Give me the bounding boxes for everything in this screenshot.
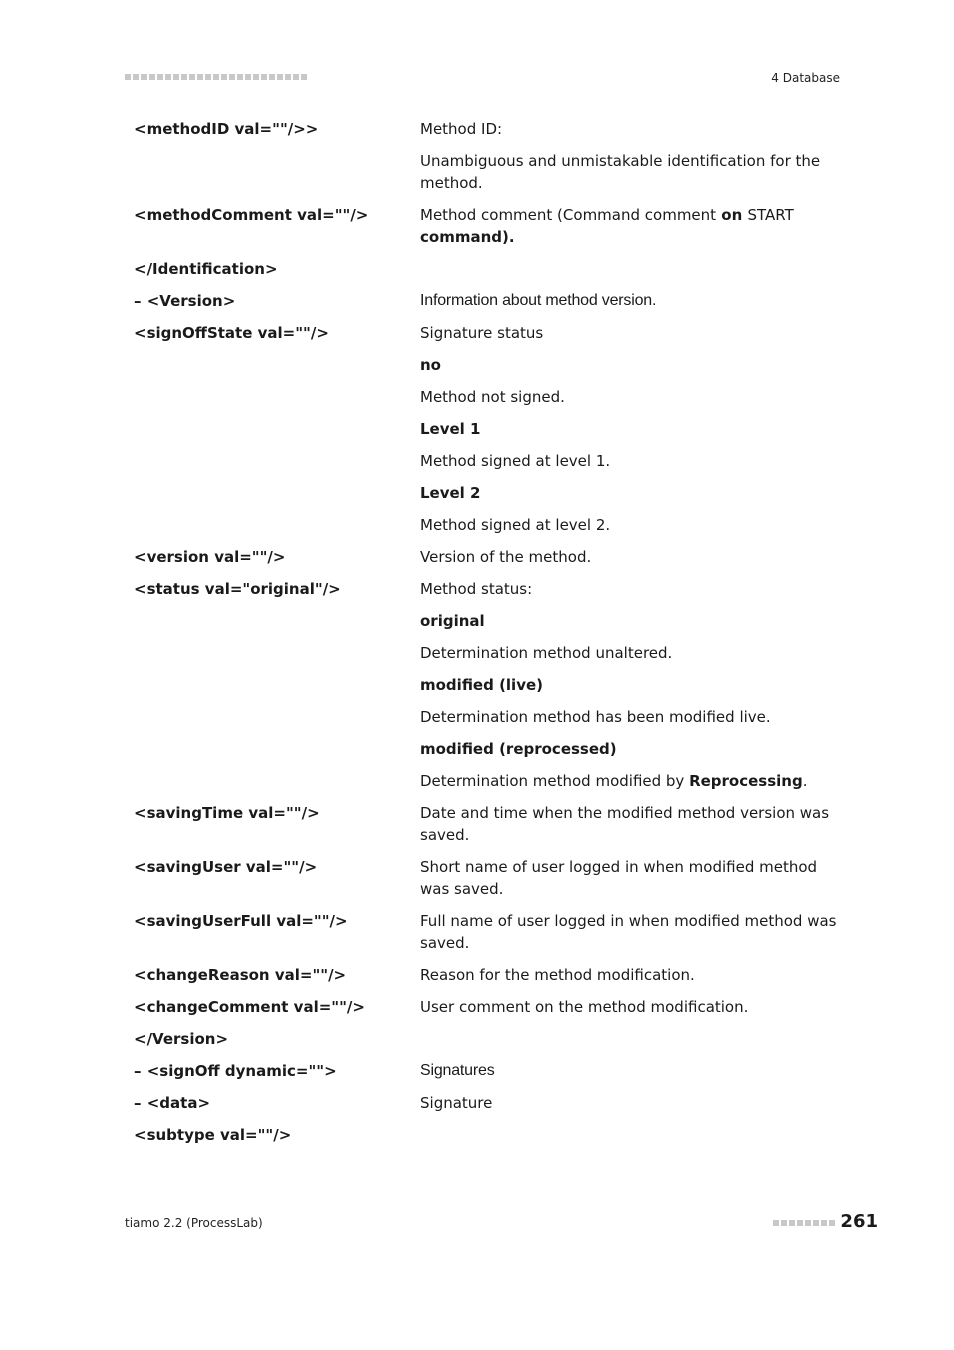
description-paragraph	[420, 964, 840, 986]
emphasized-text: Level 2	[420, 484, 481, 502]
definition-term: <savingUser val=""/>	[134, 858, 318, 876]
text-segment: Method ID:	[420, 120, 503, 138]
definition-row	[134, 964, 844, 986]
definition-row	[134, 546, 844, 568]
description-paragraph	[420, 610, 840, 632]
definition-description	[420, 1060, 840, 1082]
description-paragraph	[420, 418, 840, 440]
text-segment: Method not signed.	[420, 388, 565, 406]
definition-row	[134, 578, 844, 792]
text-segment: Determination method modified by	[420, 772, 690, 790]
decoration-dot	[229, 74, 235, 80]
definition-term: <version val=""/>	[134, 548, 286, 566]
definition-description	[420, 802, 840, 846]
decoration-dot	[789, 1220, 795, 1226]
description-paragraph	[420, 802, 840, 846]
text-segment: Date and time when the modified method version was saved.	[420, 804, 830, 844]
definition-row	[134, 118, 844, 194]
description-paragraph	[420, 482, 840, 504]
description-paragraph	[420, 578, 840, 600]
definition-row	[134, 322, 844, 536]
decoration-dot	[133, 74, 139, 80]
text-segment: Signature	[420, 1094, 493, 1112]
emphasized-text: no	[420, 356, 441, 374]
description-paragraph	[420, 996, 840, 1018]
definition-term: <changeReason val=""/>	[134, 966, 347, 984]
text-segment: Signature status	[420, 324, 544, 342]
definition-term: </Version>	[134, 1030, 229, 1048]
decoration-dot	[189, 74, 195, 80]
decoration-dot	[805, 1220, 811, 1226]
text-segment: Unambiguous and unmistakable identification for the method.	[420, 152, 821, 192]
text-segment: Short name of user logged in when modified method was saved.	[420, 858, 818, 898]
decoration-dot	[277, 74, 283, 80]
description-paragraph	[420, 118, 840, 140]
definition-row	[134, 258, 844, 280]
page-number: 261	[840, 1211, 878, 1232]
footer-decoration-dots	[773, 1220, 835, 1226]
description-paragraph	[420, 450, 840, 472]
definition-term: <subtype val=""/>	[134, 1126, 292, 1144]
decoration-dot	[165, 74, 171, 80]
definition-row	[134, 1124, 844, 1146]
decoration-dot	[773, 1220, 779, 1226]
definition-row	[134, 856, 844, 900]
description-paragraph	[420, 354, 840, 376]
decoration-dot	[157, 74, 163, 80]
decoration-dot	[221, 74, 227, 80]
text-segment: Method signed at level 2.	[420, 516, 611, 534]
subsection-heading: Information about method version.	[420, 292, 657, 309]
decoration-dot	[205, 74, 211, 80]
emphasized-text: command).	[420, 228, 515, 246]
definition-term: – <Version>	[134, 292, 236, 310]
description-paragraph	[420, 150, 840, 194]
description-paragraph	[420, 386, 840, 408]
definition-row	[134, 910, 844, 954]
decoration-dot	[781, 1220, 787, 1226]
definition-description	[420, 1092, 840, 1114]
decoration-dot	[301, 74, 307, 80]
description-paragraph	[420, 674, 840, 696]
definition-term: <savingUserFull val=""/>	[134, 912, 348, 930]
definition-description	[420, 204, 840, 248]
text-segment: START	[747, 206, 794, 224]
definition-term: <status val="original"/>	[134, 580, 341, 598]
decoration-dot	[797, 1220, 803, 1226]
definition-row	[134, 1060, 844, 1082]
definition-description	[420, 322, 840, 536]
definition-term: </Identification>	[134, 260, 278, 278]
description-paragraph	[420, 204, 840, 248]
definition-row	[134, 204, 844, 248]
decoration-dot	[197, 74, 203, 80]
decoration-dot	[125, 74, 131, 80]
definition-row	[134, 1028, 844, 1050]
decoration-dot	[261, 74, 267, 80]
decoration-dot	[149, 74, 155, 80]
definition-list	[134, 118, 844, 1156]
definition-description	[420, 290, 840, 312]
text-segment: User comment on the method modification.	[420, 998, 749, 1016]
decoration-dot	[285, 74, 291, 80]
description-paragraph	[420, 856, 840, 900]
definition-description	[420, 546, 840, 568]
emphasized-text: modified (live)	[420, 676, 544, 694]
description-paragraph	[420, 770, 840, 792]
definition-description	[420, 910, 840, 954]
emphasized-text: Level 1	[420, 420, 481, 438]
definition-term: <methodID val=""/>>	[134, 120, 319, 138]
emphasized-text: original	[420, 612, 485, 630]
text-segment: Method signed at level 1.	[420, 452, 611, 470]
definition-term: – <data>	[134, 1094, 211, 1112]
description-paragraph	[420, 738, 840, 760]
definition-row	[134, 996, 844, 1018]
definition-row	[134, 290, 844, 312]
description-paragraph	[420, 642, 840, 664]
definition-term: <changeComment val=""/>	[134, 998, 365, 1016]
header-decoration-dots	[125, 74, 307, 80]
description-paragraph	[420, 1092, 840, 1114]
text-segment: Method comment (	[420, 206, 563, 224]
definition-term: <signOffState val=""/>	[134, 324, 329, 342]
text-segment: Determination method unaltered.	[420, 644, 673, 662]
text-segment: Method status:	[420, 580, 533, 598]
text-segment: Version of the method.	[420, 548, 592, 566]
decoration-dot	[269, 74, 275, 80]
running-header-section: 4 Database	[771, 71, 840, 85]
decoration-dot	[253, 74, 259, 80]
emphasized-text: Reprocessing	[689, 772, 803, 790]
definition-term: <methodComment val=""/>	[134, 206, 369, 224]
decoration-dot	[245, 74, 251, 80]
decoration-dot	[821, 1220, 827, 1226]
definition-description	[420, 578, 840, 792]
emphasized-text: modified (reprocessed)	[420, 740, 617, 758]
definition-row	[134, 802, 844, 846]
description-paragraph	[420, 910, 840, 954]
footer-product-name: tiamo 2.2 (ProcessLab)	[125, 1216, 263, 1230]
definition-description	[420, 856, 840, 900]
decoration-dot	[293, 74, 299, 80]
definition-term: – <signOff dynamic="">	[134, 1062, 337, 1080]
decoration-dot	[829, 1220, 835, 1226]
description-paragraph	[420, 546, 840, 568]
emphasized-text: on	[716, 206, 748, 224]
text-segment: .	[802, 772, 808, 790]
definition-term: <savingTime val=""/>	[134, 804, 320, 822]
subsection-heading: Signatures	[420, 1062, 495, 1079]
description-paragraph	[420, 706, 840, 728]
text-segment: Full name of user logged in when modified method was saved.	[420, 912, 837, 952]
decoration-dot	[813, 1220, 819, 1226]
definition-row	[134, 1092, 844, 1114]
text-segment: Determination method has been modified live.	[420, 708, 771, 726]
text-segment: Reason for the method modification.	[420, 966, 695, 984]
description-paragraph	[420, 322, 840, 344]
decoration-dot	[181, 74, 187, 80]
description-paragraph	[420, 514, 840, 536]
decoration-dot	[141, 74, 147, 80]
definition-description	[420, 996, 840, 1018]
decoration-dot	[237, 74, 243, 80]
decoration-dot	[173, 74, 179, 80]
text-segment: Command comment	[562, 206, 717, 224]
decoration-dot	[213, 74, 219, 80]
definition-description	[420, 964, 840, 986]
definition-description	[420, 118, 840, 194]
